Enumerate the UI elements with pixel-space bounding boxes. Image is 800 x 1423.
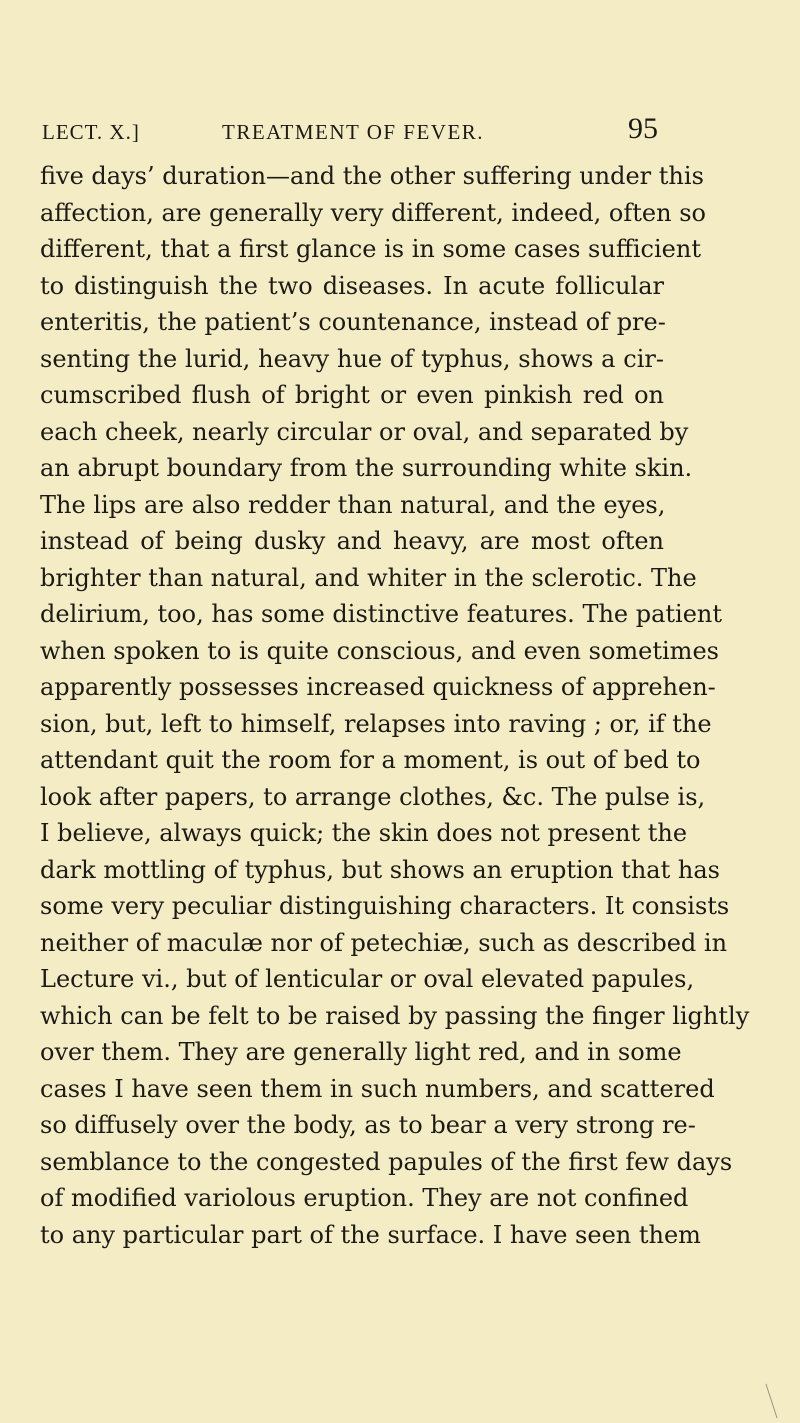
text-line: over them. They are generally light red, and in some (40, 1038, 682, 1066)
text-line: when spoken to is quite conscious, and even sometimes (40, 636, 719, 665)
text-line: cumscribed flush of bright or even pinkish red on (40, 381, 664, 409)
text-line: which can be felt to be raised by passing the finger lightly (40, 1001, 750, 1030)
text-line: different, that a first glance is in some cases sufficient (40, 235, 701, 263)
text-line: each cheek, nearly circular or oval, and separated by (40, 417, 689, 446)
body-text (40, 158, 750, 1253)
text-line: some very peculiar distinguishing characters. It consists (40, 892, 730, 920)
text-line: look after papers, to arrange clothes, &c. The pulse is, (40, 782, 706, 811)
text-line: cases I have seen them in such numbers, and scattered (40, 1074, 715, 1103)
running-head (42, 112, 658, 148)
chapter-label: LECT. X.] (42, 120, 140, 144)
text-line: semblance to the congested papules of the first few days (40, 1147, 733, 1176)
text-line: apparently possesses increased quickness of apprehen- (40, 673, 716, 701)
text-line: affection, are generally very different, indeed, often so (40, 198, 706, 227)
text-line: Lecture vi., but of lenticular or oval elevated papules, (40, 965, 695, 993)
text-line: The lips are also redder than natural, and the eyes, (40, 490, 666, 519)
text-line: neither of maculæ nor of petechiæ, such as described in (40, 928, 728, 957)
text-line: I believe, always quick; the skin does not present the (40, 819, 688, 847)
page-edge-mark (765, 1384, 777, 1419)
text-line: five days’ duration—and the other suffering under this (40, 162, 704, 190)
text-line: an abrupt boundary from the surrounding white skin. (40, 454, 693, 482)
page-number: 95 (628, 112, 658, 145)
section-title: TREATMENT OF FEVER. (222, 120, 485, 144)
text-line: sion, but, left to himself, relapses into raving ; or, if the (40, 709, 712, 738)
text-line: instead of being dusky and heavy, are most often (40, 527, 664, 555)
text-line: to any particular part of the surface. I have seen them (40, 1220, 701, 1249)
text-line: senting the lurid, heavy hue of typhus, shows a cir- (40, 344, 664, 373)
text-line: enteritis, the patient’s countenance, instead of pre- (40, 308, 666, 336)
text-line: to distinguish the two diseases. In acute follicular (40, 271, 664, 300)
text-line: of modified variolous eruption. They are not confined (40, 1184, 689, 1212)
text-line: brighter than natural, and whiter in the sclerotic. The (40, 563, 697, 592)
text-line: delirium, too, has some distinctive features. The patient (40, 600, 723, 628)
text-line: attendant quit the room for a moment, is out of bed to (40, 746, 701, 774)
text-line: dark mottling of typhus, but shows an eruption that has (40, 855, 720, 884)
text-line: so diffusely over the body, as to bear a very strong re- (40, 1111, 696, 1139)
